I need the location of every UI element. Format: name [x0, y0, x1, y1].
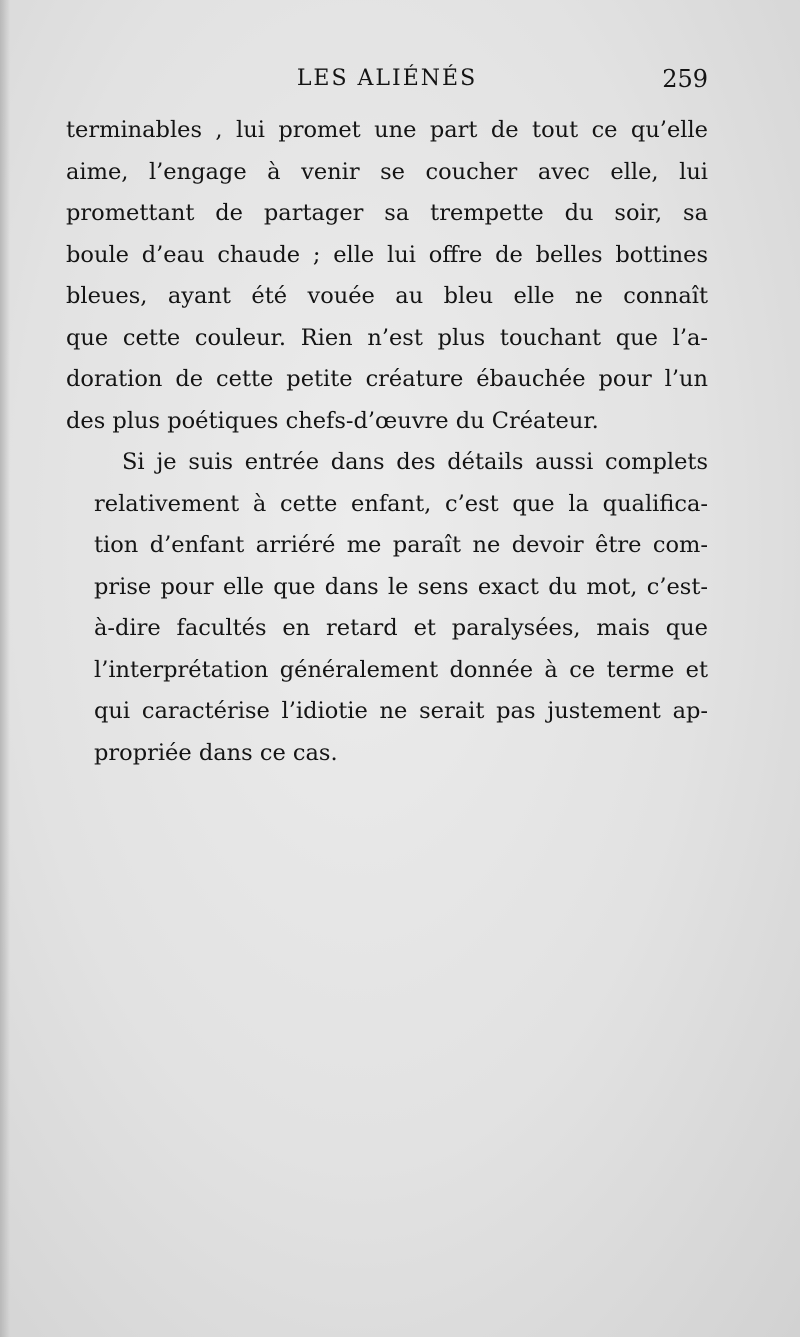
paragraph-2	[66, 442, 708, 774]
running-title: LES ALIÉNÉS	[296, 66, 478, 91]
text-line: aime, l’engage à venir se coucher avec elle, lui	[66, 158, 708, 185]
text-line: tion d’enfant arriéré me paraît ne devoir être com-	[94, 532, 708, 558]
text-line: boule d’eau chaude ; elle lui offre de belles bottines	[66, 241, 708, 268]
text-line: propriée dans ce cas.	[94, 739, 338, 766]
text-line: promettant de partager sa trempette du soir, sa	[66, 200, 708, 226]
body-text	[66, 110, 708, 774]
paragraph-1	[66, 110, 708, 442]
text-line: Si je suis entrée dans des détails aussi complets	[122, 449, 708, 475]
text-line: qui caractérise l’idiotie ne serait pas justement ap-	[94, 698, 708, 724]
text-line: relativement à cette enfant, c’est que la qualifica-	[94, 490, 708, 517]
text-line: que cette couleur. Rien n’est plus touchant que l’a-	[66, 324, 708, 351]
text-line: doration de cette petite créature ébauchée pour l’un	[66, 366, 708, 392]
text-line: terminables , lui promet une part de tout ce qu’elle	[66, 117, 708, 143]
text-line: à-dire facultés en retard et paralysées, mais que	[94, 615, 708, 641]
text-line: prise pour elle que dans le sens exact du mot, c’est-	[94, 573, 708, 600]
running-head	[66, 62, 708, 96]
page-number: 259	[662, 65, 708, 93]
text-line: bleues, ayant été vouée au bleu elle ne connaît	[66, 283, 708, 309]
text-line: des plus poétiques chefs-d’œuvre du Créateur.	[66, 407, 599, 434]
text-line: l’interprétation généralement donnée à ce terme et	[94, 656, 708, 683]
